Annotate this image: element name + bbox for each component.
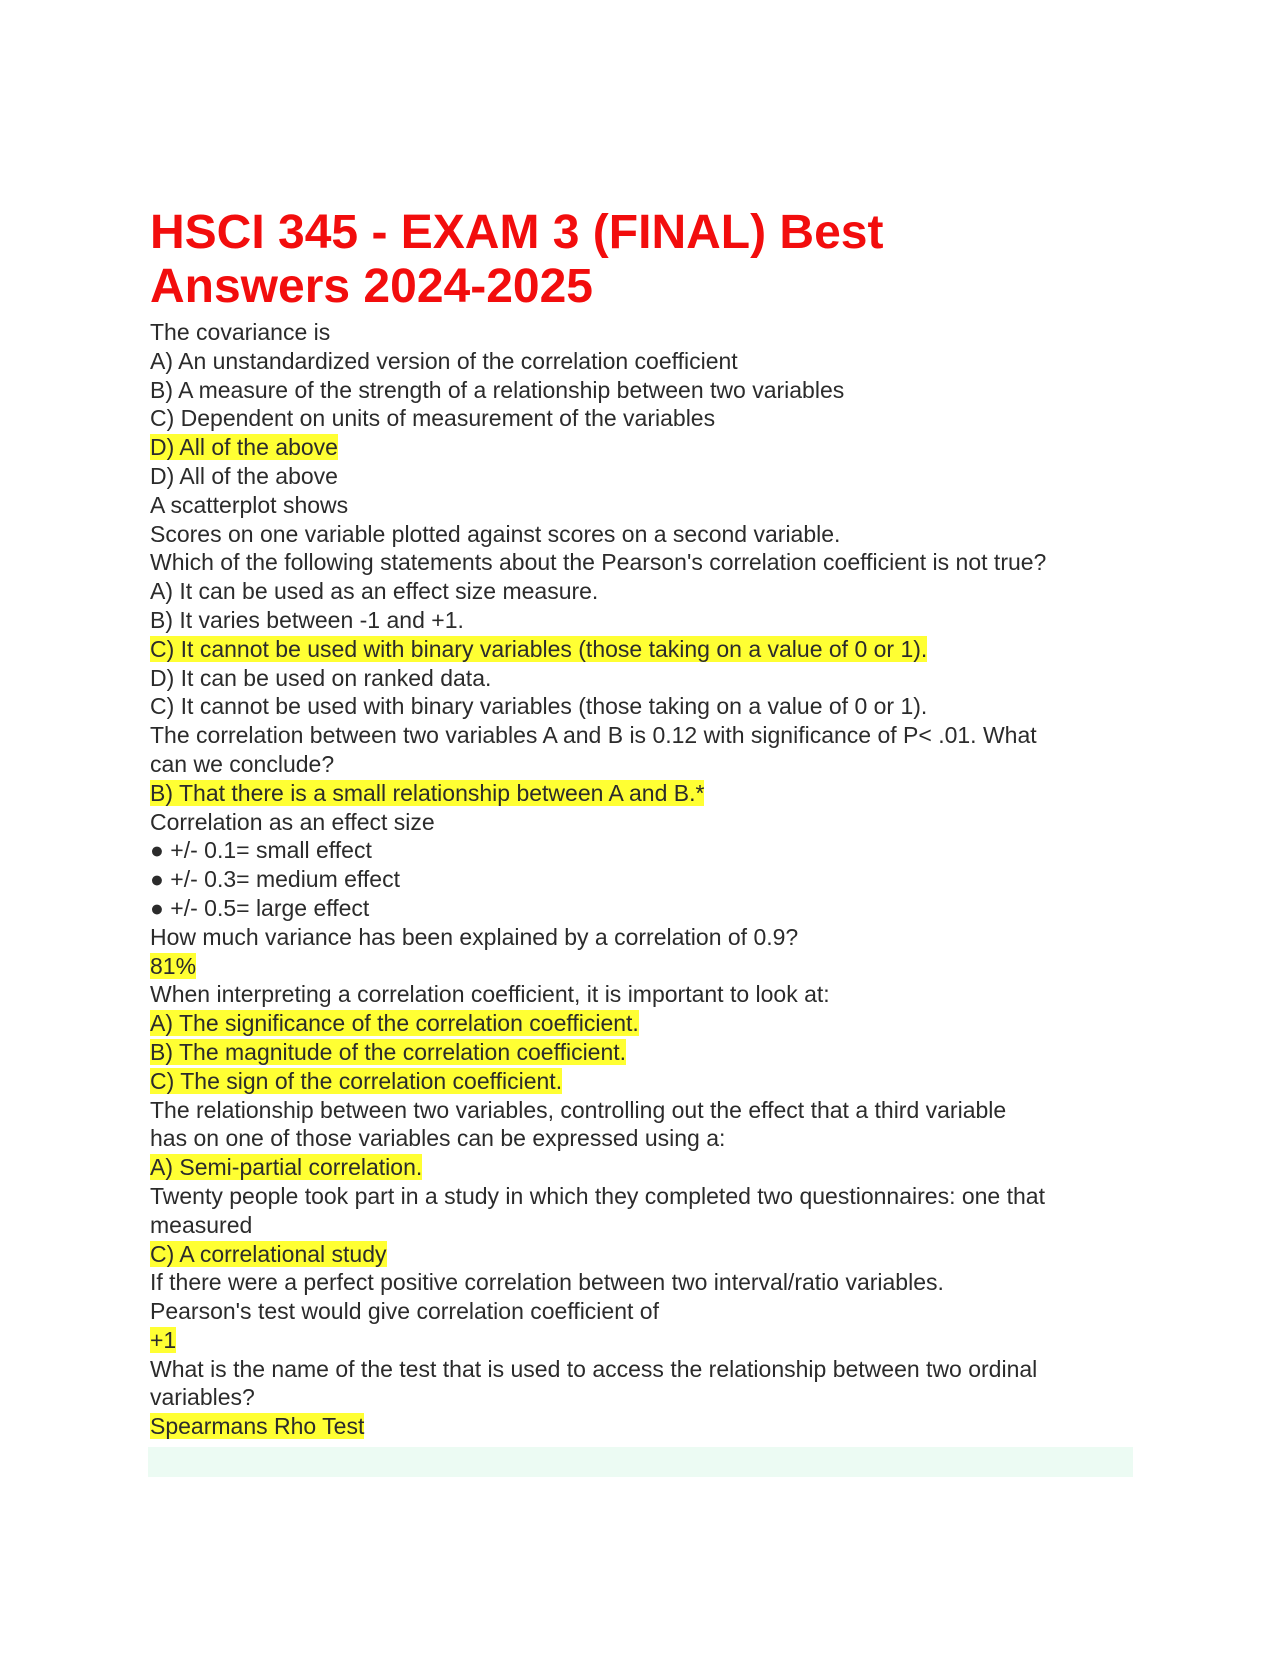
text-line <box>150 404 1135 433</box>
line-text: variables? <box>150 1384 255 1411</box>
text-line <box>150 1355 1135 1384</box>
line-text: Correlation as an effect size <box>150 808 435 835</box>
text-line <box>150 1124 1135 1153</box>
highlighted-answer: C) The sign of the correlation coefficient. <box>150 1067 563 1094</box>
text-line <box>150 606 1135 635</box>
text-line <box>150 1268 1135 1297</box>
line-text: The correlation between two variables A and B is 0.12 with significance of P< .01. What <box>150 722 1037 749</box>
line-text: If there were a perfect positive correlation between two interval/ratio variables. <box>150 1269 944 1296</box>
text-line <box>150 635 1135 664</box>
line-text: B) It varies between -1 and +1. <box>150 606 464 633</box>
highlighted-answer: 81% <box>150 952 197 979</box>
line-text: Scores on one variable plotted against scores on a second variable. <box>150 520 841 547</box>
text-line <box>150 1096 1135 1125</box>
line-text: can we conclude? <box>150 750 335 777</box>
text-line <box>150 664 1135 693</box>
line-text: The relationship between two variables, controlling out the effect that a third variable <box>150 1096 1007 1123</box>
line-text: has on one of those variables can be expressed using a: <box>150 1125 726 1152</box>
line-text: When interpreting a correlation coefficient, it is important to look at: <box>150 981 830 1008</box>
text-line <box>150 779 1135 808</box>
line-text: B) A measure of the strength of a relationship between two variables <box>150 376 845 403</box>
highlighted-answer: D) All of the above <box>150 434 338 461</box>
line-text: Twenty people took part in a study in which they completed two questionnaires: one that <box>150 1182 1045 1209</box>
text-line <box>150 1182 1135 1211</box>
text-line <box>150 923 1135 952</box>
line-text: A) It can be used as an effect size measure. <box>150 578 599 605</box>
line-text: D) It can be used on ranked data. <box>150 664 492 691</box>
text-line <box>150 462 1135 491</box>
text-line <box>150 836 1135 865</box>
footer-band <box>148 1447 1133 1477</box>
text-line <box>150 520 1135 549</box>
text-line <box>150 1153 1135 1182</box>
highlighted-answer: C) It cannot be used with binary variables (those taking on a value of 0 or 1). <box>150 635 928 662</box>
title-line-2: Answers 2024-2025 <box>150 260 593 313</box>
title-line-1: HSCI 345 - EXAM 3 (FINAL) Best <box>150 206 884 259</box>
text-line <box>150 894 1135 923</box>
text-line <box>150 1297 1135 1326</box>
text-line <box>150 318 1135 347</box>
highlighted-answer: B) That there is a small relationship between A and B.* <box>150 779 705 806</box>
text-line <box>150 692 1135 721</box>
line-text: A) An unstandardized version of the correlation coefficient <box>150 347 738 374</box>
highlighted-answer: +1 <box>150 1326 177 1353</box>
text-line <box>150 808 1135 837</box>
highlighted-answer: A) Semi-partial correlation. <box>150 1154 423 1181</box>
line-text: What is the name of the test that is used to access the relationship between two ordinal <box>150 1355 1038 1382</box>
highlighted-answer: Spearmans Rho Test <box>150 1413 365 1440</box>
highlighted-answer: B) The magnitude of the correlation coefficient. <box>150 1038 627 1065</box>
line-text: Which of the following statements about the Pearson's correlation coefficient is not true? <box>150 549 1047 576</box>
text-line <box>150 376 1135 405</box>
text-line <box>150 1383 1135 1412</box>
document-body <box>150 318 1135 1441</box>
text-line <box>150 1038 1135 1067</box>
text-line <box>150 750 1135 779</box>
document-title <box>150 206 1135 314</box>
line-text: C) It cannot be used with binary variables (those taking on a value of 0 or 1). <box>150 693 928 720</box>
text-line <box>150 548 1135 577</box>
text-line <box>150 1326 1135 1355</box>
text-line <box>150 433 1135 462</box>
text-line <box>150 577 1135 606</box>
line-text: ● +/- 0.3= medium effect <box>150 866 400 893</box>
line-text: D) All of the above <box>150 462 338 489</box>
text-line <box>150 952 1135 981</box>
line-text: Pearson's test would give correlation coefficient of <box>150 1298 659 1325</box>
highlighted-answer: A) The significance of the correlation coefficient. <box>150 1010 639 1037</box>
text-line <box>150 347 1135 376</box>
line-text: C) Dependent on units of measurement of the variables <box>150 405 716 432</box>
document-page <box>150 206 1135 1441</box>
line-text: measured <box>150 1211 253 1238</box>
text-line <box>150 1067 1135 1096</box>
text-line <box>150 865 1135 894</box>
text-line <box>150 721 1135 750</box>
text-line <box>150 1211 1135 1240</box>
line-text: The covariance is <box>150 319 331 345</box>
text-line <box>150 491 1135 520</box>
highlighted-answer: C) A correlational study <box>150 1240 387 1267</box>
text-line <box>150 1009 1135 1038</box>
line-text: A scatterplot shows <box>150 491 349 518</box>
line-text: ● +/- 0.5= large effect <box>150 894 370 921</box>
text-line <box>150 980 1135 1009</box>
text-line <box>150 1240 1135 1269</box>
line-text: How much variance has been explained by a correlation of 0.9? <box>150 923 799 950</box>
text-line <box>150 1412 1135 1441</box>
line-text: ● +/- 0.1= small effect <box>150 837 372 864</box>
